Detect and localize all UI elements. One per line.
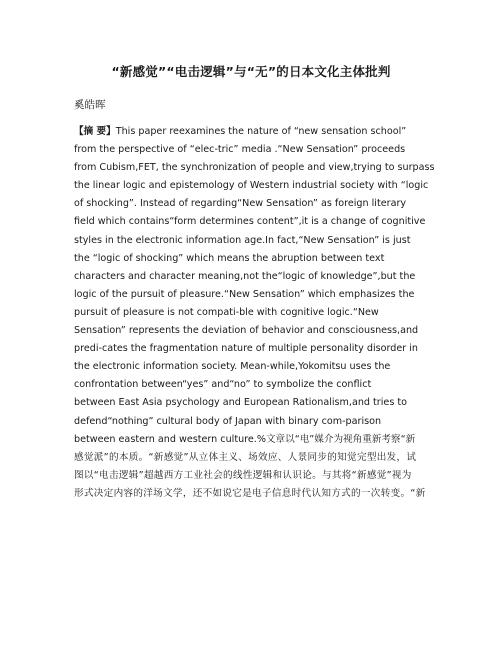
abstract-line: Sensation” represents the deviation of behavior and consciousness,and <box>74 325 419 337</box>
abstract-line: from the perspective of “elec-tric” media .“New Sensation” proceeds <box>74 144 406 156</box>
article-title: “新感觉”“电击逻辑”与“无”的日本文化主体批判 <box>111 64 391 79</box>
abstract-line: 感觉派”的本质。“新感觉”从立体主义、场效应、人景同步的知觉完型出发，试 <box>74 451 417 463</box>
abstract-line: from Cubism,FET, the synchronization of people and view,trying to surpass <box>74 162 435 174</box>
abstract-line: the “logic of shocking” which means the abruption between text <box>74 252 385 264</box>
abstract-line <box>74 123 434 141</box>
abstract-line: defend“nothing” cultural body of Japan with binary com-parison <box>74 415 382 427</box>
abstract-line: confrontation between“yes” and“no” to symbolize the conflict <box>74 379 372 391</box>
abstract-line: between East Asia psychology and European Rationalism,and tries to <box>74 397 407 409</box>
abstract-line: 图以“电击逻辑”超越西方工业社会的线性逻辑和认识论。与其将“新感觉”视为 <box>74 469 412 481</box>
abstract-line: between eastern and western culture.%文章以“电”媒介为视角重新考察“新 <box>74 433 416 445</box>
abstract-line: field which contains“form determines content”,it is a change of cognitive <box>74 216 426 228</box>
abstract-line: styles in the electronic information age.In fact,“New Sensation” is just <box>74 234 411 246</box>
abstract-label: 【摘 要】 <box>74 126 116 137</box>
abstract-line: pursuit of pleasure is not compati-ble with cognitive logic.“New <box>74 306 379 318</box>
abstract-line: 形式决定内容的洋场文学，还不如说它是电子信息时代认知方式的一次转变。“新 <box>74 487 426 499</box>
abstract-line: logic of the pursuit of pleasure.“New Sensation” which emphasizes the <box>74 288 415 300</box>
abstract-line: the linear logic and epistemology of Western industrial society with “logic <box>74 180 429 192</box>
abstract-line: of shocking”. Instead of regarding“New Sensation” as foreign literary <box>74 198 407 210</box>
abstract-line: characters and character meaning,not the“logic of knowledge”,but the <box>74 270 416 282</box>
abstract-block <box>74 123 434 503</box>
abstract-line: predi-cates the fragmentation nature of multiple personality disorder in <box>74 343 419 355</box>
abstract-line: the electronic information society. Mean-while,Yokomitsu uses the <box>74 361 391 373</box>
author-name: 奚皓晖 <box>74 99 106 111</box>
abstract-text: This paper reexamines the nature of “new sensation school” <box>115 126 407 137</box>
